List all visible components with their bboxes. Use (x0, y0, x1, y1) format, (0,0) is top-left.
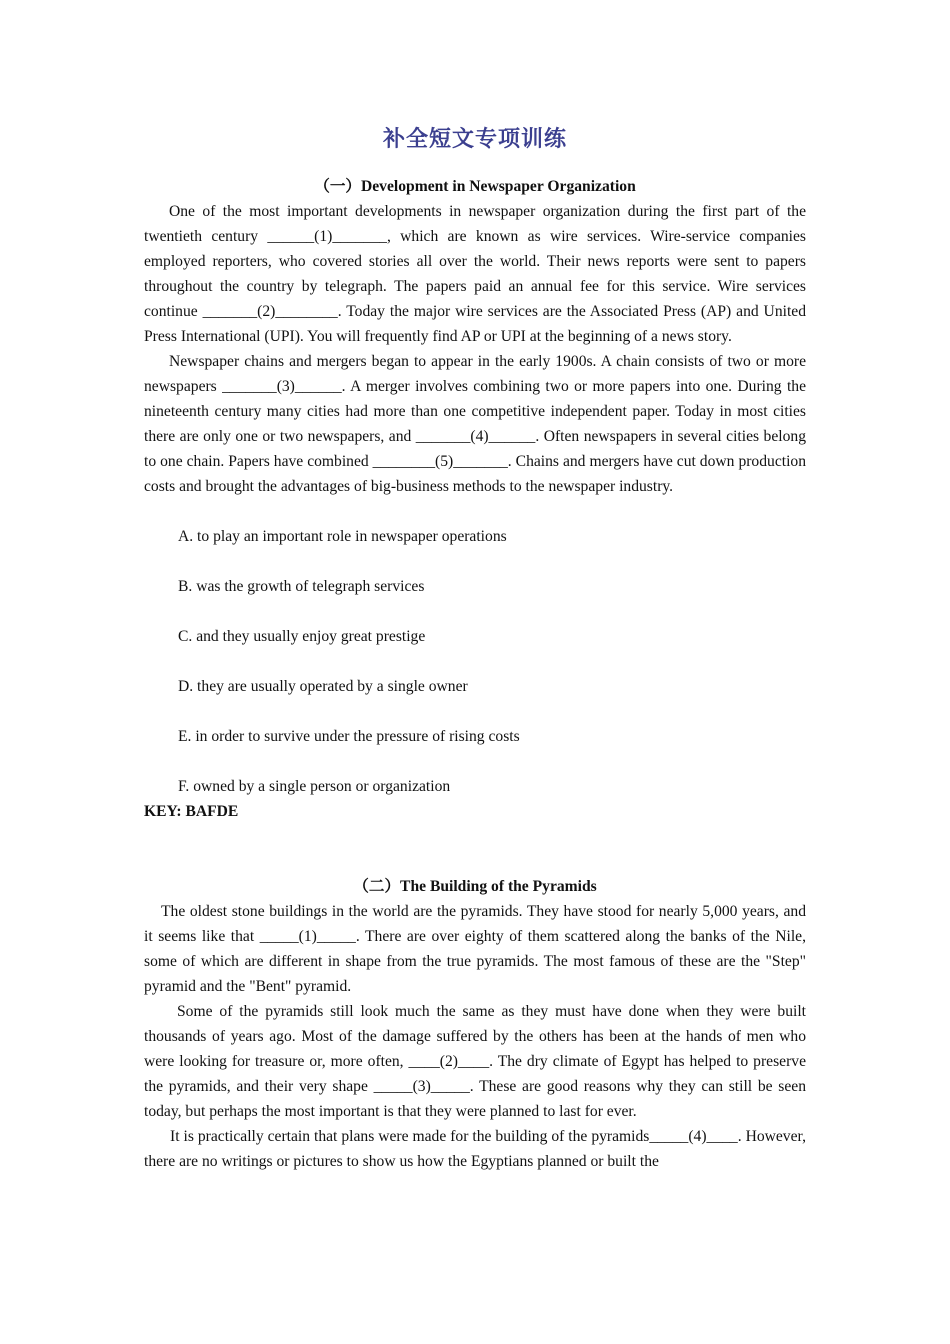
section2-heading: （二）The Building of the Pyramids (353, 878, 597, 895)
option-a: A. to play an important role in newspaper operations (178, 528, 507, 545)
section1-heading: （一）Development in Newspaper Organization (314, 178, 636, 195)
section2-paragraph-1: The oldest stone buildings in the world are the pyramids. They have stood for nearly 5,000 years, and it seems like that _____(1)_____. There are over eighty of them scattered along the banks of the Nile, some of which are different in shape from the true pyramids. The most famous of these are the "Step" pyramid and the "Bent" pyramid. (144, 903, 806, 995)
option-d: D. they are usually operated by a single owner (178, 678, 468, 695)
answer-options (144, 524, 806, 799)
section1-paragraph-1: One of the most important developments in newspaper organization during the first part of the twentieth century ______(1)_______, which are known as wire services. Wire-service companies employed reporters, who covered stories all over the world. Their news reports were sent to papers throughout the country by telegraph. The papers paid an annual fee for this service. Wire services continue _______(2)________. Today the major wire services are the Associated Press (AP) and United Press International (UPI). You will frequently find AP or UPI at the beginning of a news story. (144, 203, 806, 345)
section2-paragraph-3: It is practically certain that plans were made for the building of the pyramids_____(4)____. However, there are no writings or pictures to show us how the Egyptians planned or built the (144, 1128, 806, 1170)
option-e: E. in order to survive under the pressure of rising costs (178, 728, 520, 745)
answer-key: KEY: BAFDE (144, 803, 239, 820)
option-b: B. was the growth of telegraph services (178, 578, 425, 595)
document-title: 补全短文专项训练 (382, 126, 567, 151)
section-spacer (144, 824, 806, 874)
option-c: C. and they usually enjoy great prestige (178, 628, 426, 645)
section2-paragraph-2: Some of the pyramids still look much the same as they must have done when they were built thousands of years ago. Most of the damage suffered by the others has been at the hands of men who were looking for treasure or, more often, ____(2)____. The dry climate of Egypt has helped to preserve the pyramids, and their very shape _____(3)_____. These are good reasons why they can still be seen today, but perhaps the most important is that they were planned to last for ever. (144, 1003, 806, 1120)
section1-paragraph-2: Newspaper chains and mergers began to appear in the early 1900s. A chain consists of two or more newspapers _______(3)______. A merger involves combining two or more papers into one. During the nineteenth century many cities had more than one competitive independent paper. Today in most cities there are only one or two newspapers, and _______(4)______. Often newspapers in several cities belong to one chain. Papers have combined ________(5)_______. Chains and mergers have cut down production costs and brought the advantages of big-business methods to the newspaper industry. (144, 353, 806, 495)
document-body (144, 174, 806, 1174)
option-f: F. owned by a single person or organization (178, 778, 451, 795)
